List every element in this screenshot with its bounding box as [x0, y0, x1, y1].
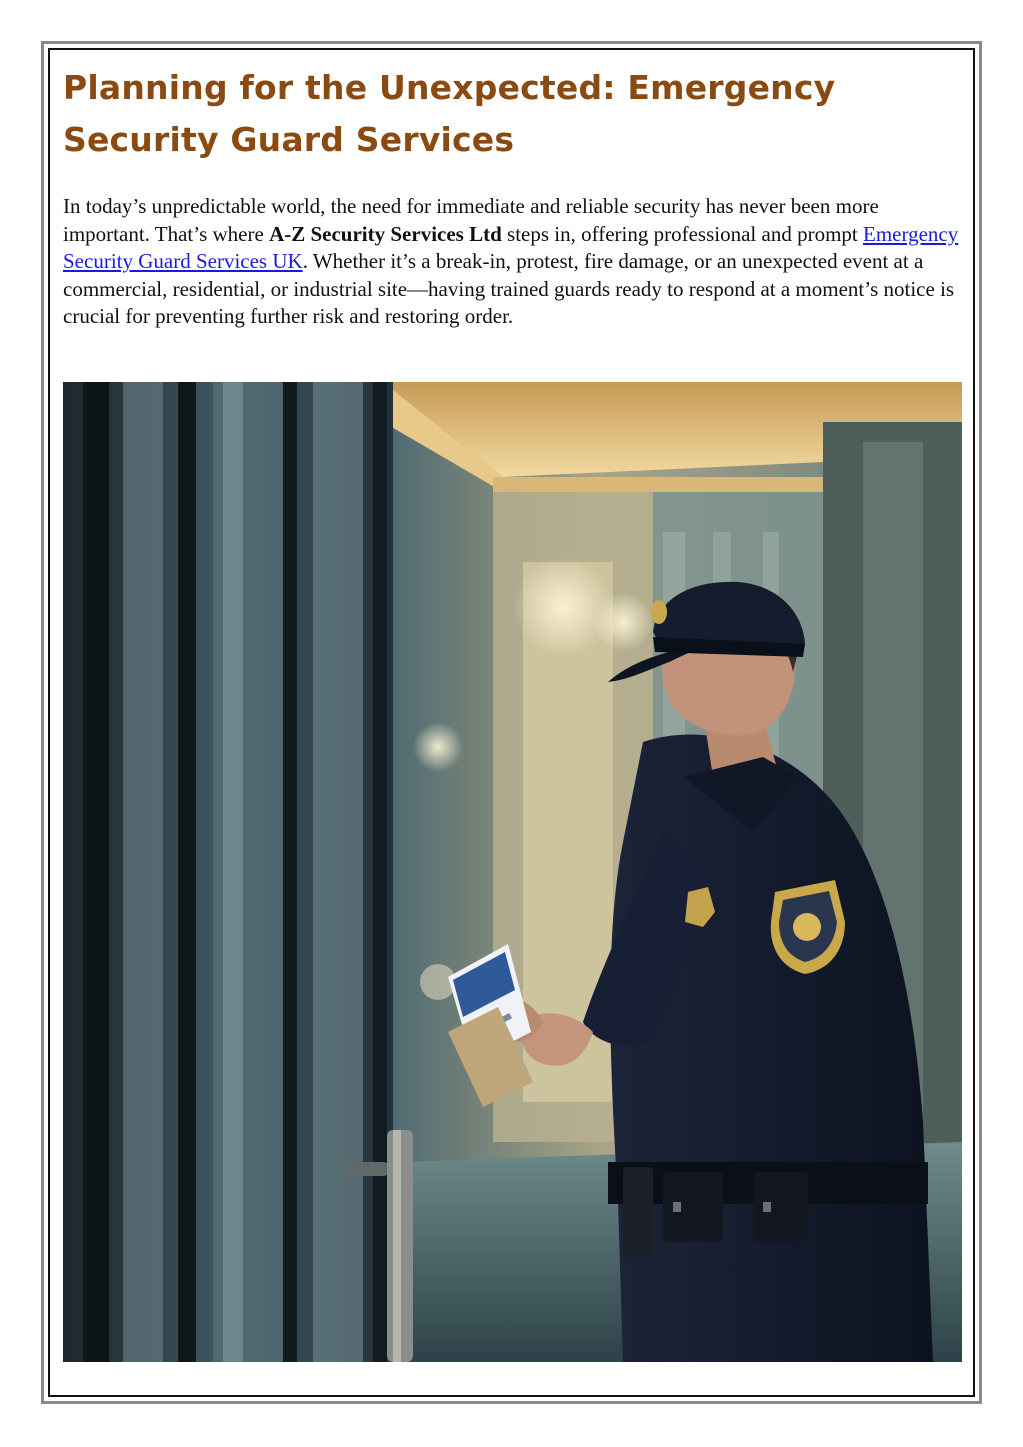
company-name: A-Z Security Services Ltd: [269, 221, 502, 246]
services-link[interactable]: Emergency Security Guard Services UK: [63, 221, 959, 273]
security-guard-photo-icon: [63, 382, 962, 1362]
security-guard-photo: [63, 382, 962, 1362]
intro-paragraph: [63, 193, 963, 331]
page-title: Planning for the Unexpected: Emergency Security Guard Services: [63, 68, 836, 159]
intro-text-part-1: In today’s unpredictable world, the need for immediate and reliable security has never been more important. That’s where: [63, 194, 879, 246]
intro-text-part-3: . Whether it’s a break-in, protest, fire damage, or an unexpected event at a commercial, residential, or industrial site—having trained guards ready to respond at a moment’s notice is crucial for preventing further risk and restoring order.: [63, 249, 955, 328]
intro-text-part-2: steps in, offering professional and prompt: [501, 221, 863, 246]
